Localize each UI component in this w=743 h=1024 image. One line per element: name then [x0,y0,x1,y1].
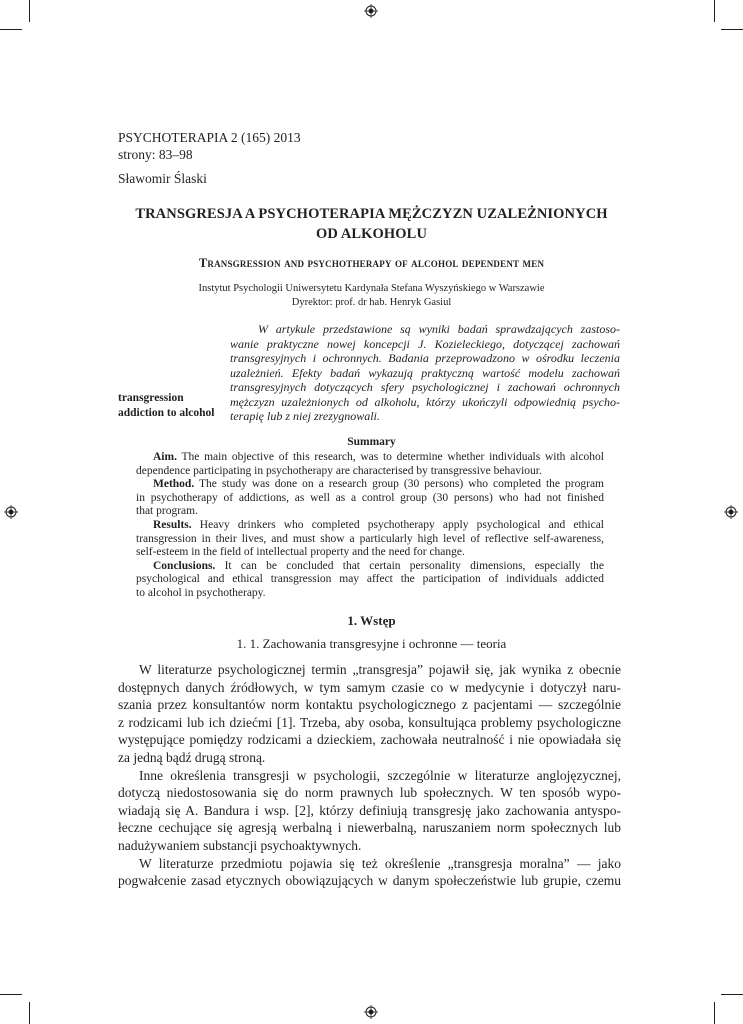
summary-conclusions-line: to alcohol in psychotherapy. [136,586,266,599]
summary-heading: Summary [347,436,396,448]
summary-results-line: self-esteem in the field of intellectual property and the need for change. [136,546,465,559]
registration-mark-icon [724,505,738,519]
paragraph-line: wiadają się A. Bandura i wsp. [2], którzy definiują transgresję jako zachowania antyspo- [118,802,621,818]
article-title-line-1: TRANSGRESJA A PSYCHOTERAPIA MĘŻCZYZN UZALEŻNIONYCH [135,206,608,222]
abstract-line: W artykule przedstawione są wyniki badań sprawdzających zastoso- [258,322,620,336]
crop-mark-top-right-h [721,29,743,30]
crop-mark-top-left-h [0,29,22,30]
paragraph-line: pogwałcenie zasad etycznych obowiązujących w danym społeczeństwie lub grupie, czemu [118,873,621,889]
pages-line: strony: 83–98 [118,147,193,162]
summary-results-line: Results. Heavy drinkers who completed psychotherapy apply psychological and ethical [153,518,604,531]
abstract-line: mężczyzn uzależnionych od alkoholu, którzy ukończyli odpowiednią psycho- [230,394,620,409]
summary-results-line: transgression in their lives, and must show a particularly high level of reflective self-awareness, [136,532,604,545]
crop-mark-bottom-left-h [0,994,22,995]
summary-method-line: in psychotherapy of addictions, as well as a control group (30 persons) who had not finished [136,491,604,504]
registration-mark-icon [4,505,18,519]
author-name: Sławomir Ślaski [118,171,207,186]
paragraph-line: z rodzicami lub ich dziećmi [1]. Trzeba, aby osoba, konsultująca problemy psychologiczne [118,714,621,730]
abstract-line: uzależnień. Efekty badań wykazują praktyczną wartość modelu zachowań [230,365,620,380]
crop-mark-bottom-right-v [714,1002,715,1024]
summary-label: Results. [153,518,192,531]
summary-label: Aim. [153,451,177,463]
registration-mark-icon [364,4,378,18]
paragraph-line: nadużywaniem substancji psychoaktywnych. [118,837,362,853]
summary-method-line: that program. [136,505,198,518]
summary-method-line: Method. The study was done on a research group (30 persons) who completed the program [153,478,604,491]
summary-label: Conclusions. [153,559,216,572]
crop-mark-bottom-right-h [721,994,743,995]
paragraph-line: szania przez konsultantów norm kontaktu psychologicznego z pacjentami — szczególnie [118,697,621,713]
paragraph-line: W literaturze psychologicznej termin „transgresja” pojawił się, jak wynika z obecnie [139,662,621,677]
abstract-line: transgresyjnych dotyczących sfery psychologicznej i zachowań ochronnych [230,380,620,394]
paragraph-line: dostępnych danych źródłowych, w tym samym czasie co w medycynie i dotyczył naru- [118,679,621,695]
abstract-line: terapię lub z niej zrezygnowali. [230,409,380,423]
paragraph-line: za jedną bądź drugą stroną. [118,749,266,765]
summary-aim-line: dependence participating in psychotherapy are characterised by transgressive behaviour. [136,464,542,477]
affiliation-line-1: Instytut Psychologii Uniwersytetu Kardynała Stefana Wyszyńskiego w Warszawie [198,283,545,294]
crop-mark-top-left-v [29,0,30,22]
journal-line: PSYCHOTERAPIA 2 (165) 2013 [118,130,301,145]
section-heading: 1. Wstęp [347,613,396,628]
abstract-line: wanie praktyczne nowej koncepcji J. Kozieleckiego, dotyczącej zachowań [230,336,620,351]
paragraph-line: Inne określenia transgresji w psychologii, szczególnie w literaturze anglojęzycznej, [139,767,621,783]
summary-aim-line: Aim. The main objective of this research, was to determine whether individuals with alcohol [153,451,604,463]
crop-mark-top-right-v [714,0,715,22]
paragraph-line: W literaturze przedmiotu pojawia się też określenie „transgresja moralna” — jako [139,855,621,871]
abstract-line: transgresyjnych i ochronnych. Badania przeprowadzono w ośrodku leczenia [230,351,620,365]
body-text [118,661,621,890]
summary-body [136,451,604,601]
paragraph-line: występujące pomiędzy rodzicami a dzieckiem, zachowała neutralność i nie opowiadała się [118,732,621,748]
summary-label: Method. [153,478,195,491]
article-title-line-2: OD ALKOHOLU [315,226,428,242]
summary-conclusions-line: psychological and ethical transgression may affect the participation of individuals addicted [136,573,604,586]
registration-mark-icon [364,1005,378,1019]
paragraph-line: dotyczą niedostosowania się do norm prawnych lub społecznych. W ten sposób wypo- [118,785,621,801]
keyword: transgression [118,392,184,404]
summary-conclusions-line: Conclusions. It can be concluded that certain personality dimensions, especially the [153,559,604,572]
paragraph-line: łeczne cechujące się agresją werbalną i niewerbalną, naruszaniem norm społecznych lub [118,820,621,836]
english-title: Transgression and psychotherapy of alcohol dependent men [198,256,545,270]
subsection-heading: 1. 1. Zachowania transgresyjne i ochronne — teoria [236,636,507,651]
affiliation-line-2: Dyrektor: prof. dr hab. Henryk Gasiul [291,297,452,308]
crop-mark-bottom-left-v [29,1002,30,1024]
keyword: addiction to alcohol [118,407,215,419]
abstract-polish [230,322,620,424]
